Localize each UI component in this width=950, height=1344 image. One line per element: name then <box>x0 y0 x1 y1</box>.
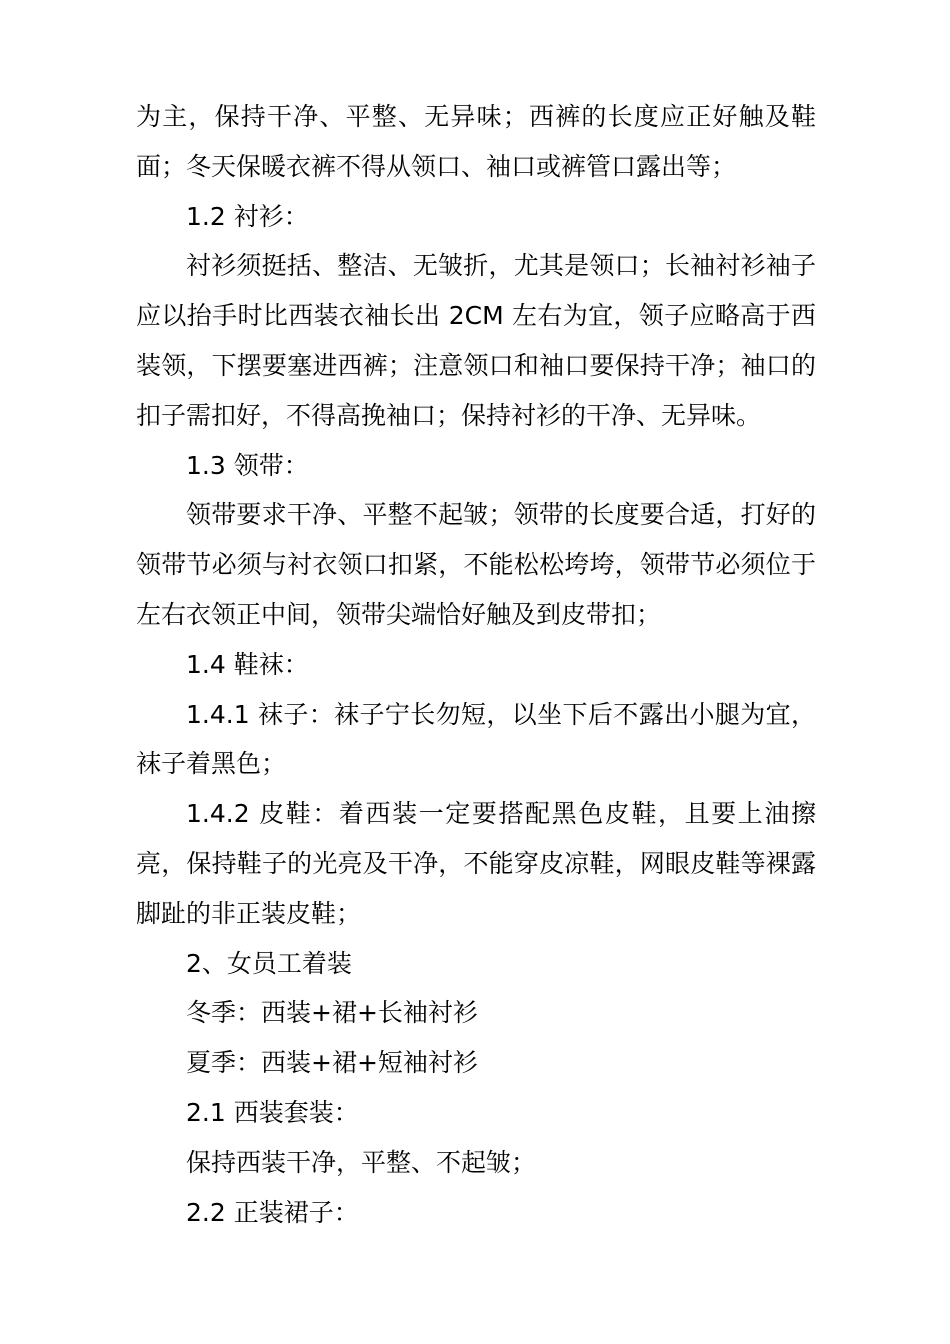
heading-formal-skirt: 2.2 正装裙子： <box>186 1197 359 1227</box>
document-page <box>136 92 816 1237</box>
heading-shirt: 1.2 衬衫： <box>186 201 309 231</box>
paragraph-shoes: 1.4.2 皮鞋：着西装一定要搭配黑色皮鞋，且要上油擦亮，保持鞋子的光亮及干净，不能穿皮凉鞋，网眼皮鞋等裸露脚趾的非正装皮鞋； <box>136 799 816 928</box>
paragraph-tie: 领带要求干净、平整不起皱；领带的长度要合适，打好的领带节必须与衬衣领口扣紧，不能松松垮垮，领带节必须位于左右衣领正中间，领带尖端恰好触及到皮带扣； <box>136 500 816 629</box>
paragraph-suit-trousers: 为主，保持干净、平整、无异味；西裤的长度应正好触及鞋面；冬天保暖衣裤不得从领口、袖口或裤管口露出等； <box>136 102 816 181</box>
heading-female-attire: 2、女员工着装 <box>186 948 352 978</box>
heading-suit-set: 2.1 西装套装： <box>186 1097 359 1127</box>
paragraph-shirt: 衬衫须挺括、整洁、无皱折，尤其是领口；长袖衬衫袖子应以抬手时比西装衣袖长出 2CM 左右为宜，领子应略高于西装领，下摆要塞进西裤；注意领口和袖口要保持干净；袖口的扣子需扣好，不得高挽袖口；保持衬衫的干净、无异味。 <box>136 251 816 430</box>
paragraph-suit-set: 保持西装干净，平整、不起皱； <box>186 1147 537 1177</box>
heading-tie: 1.3 领带： <box>186 450 309 480</box>
paragraph-socks: 1.4.1 袜子：袜子宁长勿短，以坐下后不露出小腿为宜，袜子着黑色； <box>136 699 816 779</box>
line-winter: 冬季：西装+裙+长袖衬衫 <box>186 998 478 1028</box>
heading-shoes-socks: 1.4 鞋袜： <box>186 649 309 679</box>
line-summer: 夏季：西装+裙+短袖衬衫 <box>186 1048 478 1078</box>
